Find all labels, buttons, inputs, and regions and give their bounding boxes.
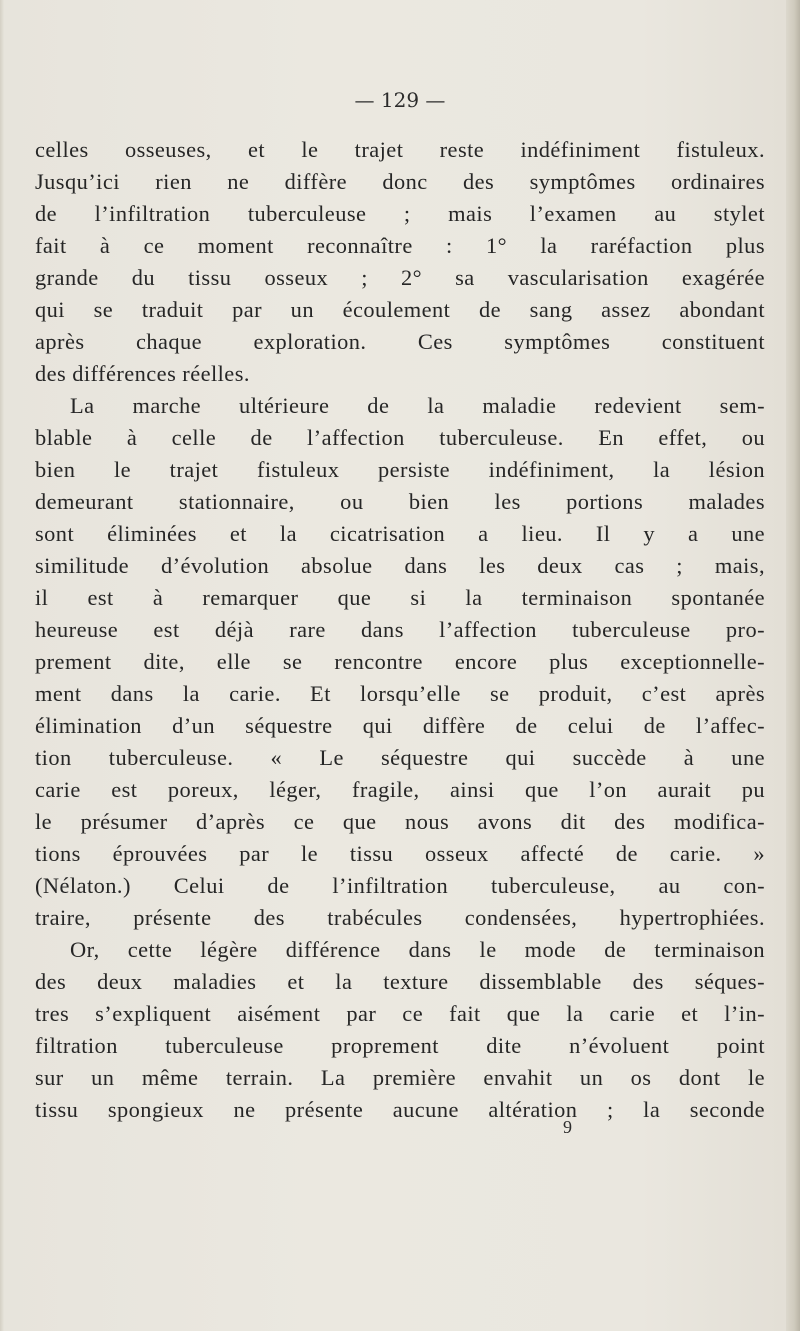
text-line: similitude d’évolution absolue dans les deux cas ; mais, xyxy=(35,553,765,578)
text-line: qui se traduit par un écoulement de sang assez abondant xyxy=(35,297,765,322)
text-line: Jusqu’ici rien ne diffère donc des symptômes ordinaires xyxy=(35,169,765,194)
text-line: heureuse est déjà rare dans l’affection tuberculeuse pro- xyxy=(35,617,765,642)
text-line: demeurant stationnaire, ou bien les portions malades xyxy=(35,489,765,514)
text-line: La marche ultérieure de la maladie redevient sem- xyxy=(70,393,765,418)
signature-mark: 9 xyxy=(563,1117,572,1137)
page-number-header: — 129 — xyxy=(354,88,446,112)
text-line: tions éprouvées par le tissu osseux affecté de carie. » xyxy=(35,841,765,866)
text-line: tissu spongieux ne présente aucune altération ; la seconde xyxy=(35,1097,765,1122)
text-line: Or, cette légère différence dans le mode de terminaison xyxy=(70,937,765,962)
page-right-edge xyxy=(786,0,800,1331)
text-line: grande du tissu osseux ; 2° sa vascularisation exagérée xyxy=(35,265,765,290)
text-line: bien le trajet fistuleux persiste indéfiniment, la lésion xyxy=(35,457,765,482)
text-line: élimination d’un séquestre qui diffère de celui de l’affec- xyxy=(35,713,765,738)
text-line: traire, présente des trabécules condensées, hypertrophiées. xyxy=(35,905,765,930)
text-line: ment dans la carie. Et lorsqu’elle se produit, c’est après xyxy=(35,681,765,706)
text-line: le présumer d’après ce que nous avons dit des modifica- xyxy=(35,809,765,834)
text-line: tion tuberculeuse. « Le séquestre qui succède à une xyxy=(35,745,765,770)
text-line: prement dite, elle se rencontre encore plus exceptionnelle- xyxy=(35,649,765,674)
text-line: des différences réelles. xyxy=(35,361,250,386)
text-line: celles osseuses, et le trajet reste indéfiniment fistuleux. xyxy=(35,137,765,162)
text-line: il est à remarquer que si la terminaison spontanée xyxy=(35,585,765,610)
text-line: après chaque exploration. Ces symptômes constituent xyxy=(35,329,765,354)
text-line: sont éliminées et la cicatrisation a lieu. Il y a une xyxy=(35,521,765,546)
text-line: de l’infiltration tuberculeuse ; mais l’examen au stylet xyxy=(35,201,765,226)
text-line: blable à celle de l’affection tuberculeuse. En effet, ou xyxy=(35,425,765,450)
text-line: sur un même terrain. La première envahit un os dont le xyxy=(35,1065,765,1090)
text-line: carie est poreux, léger, fragile, ainsi que l’on aurait pu xyxy=(35,777,765,802)
text-line: (Nélaton.) Celui de l’infiltration tuberculeuse, au con- xyxy=(35,873,765,898)
page-left-edge xyxy=(0,0,4,1331)
text-line: fait à ce moment reconnaître : 1° la raréfaction plus xyxy=(35,233,765,258)
text-line: des deux maladies et la texture dissemblable des séques- xyxy=(35,969,765,994)
text-line: filtration tuberculeuse proprement dite n’évoluent point xyxy=(35,1033,765,1058)
body-text xyxy=(35,134,765,1126)
text-line: tres s’expliquent aisément par ce fait que la carie et l’in- xyxy=(35,1001,765,1026)
